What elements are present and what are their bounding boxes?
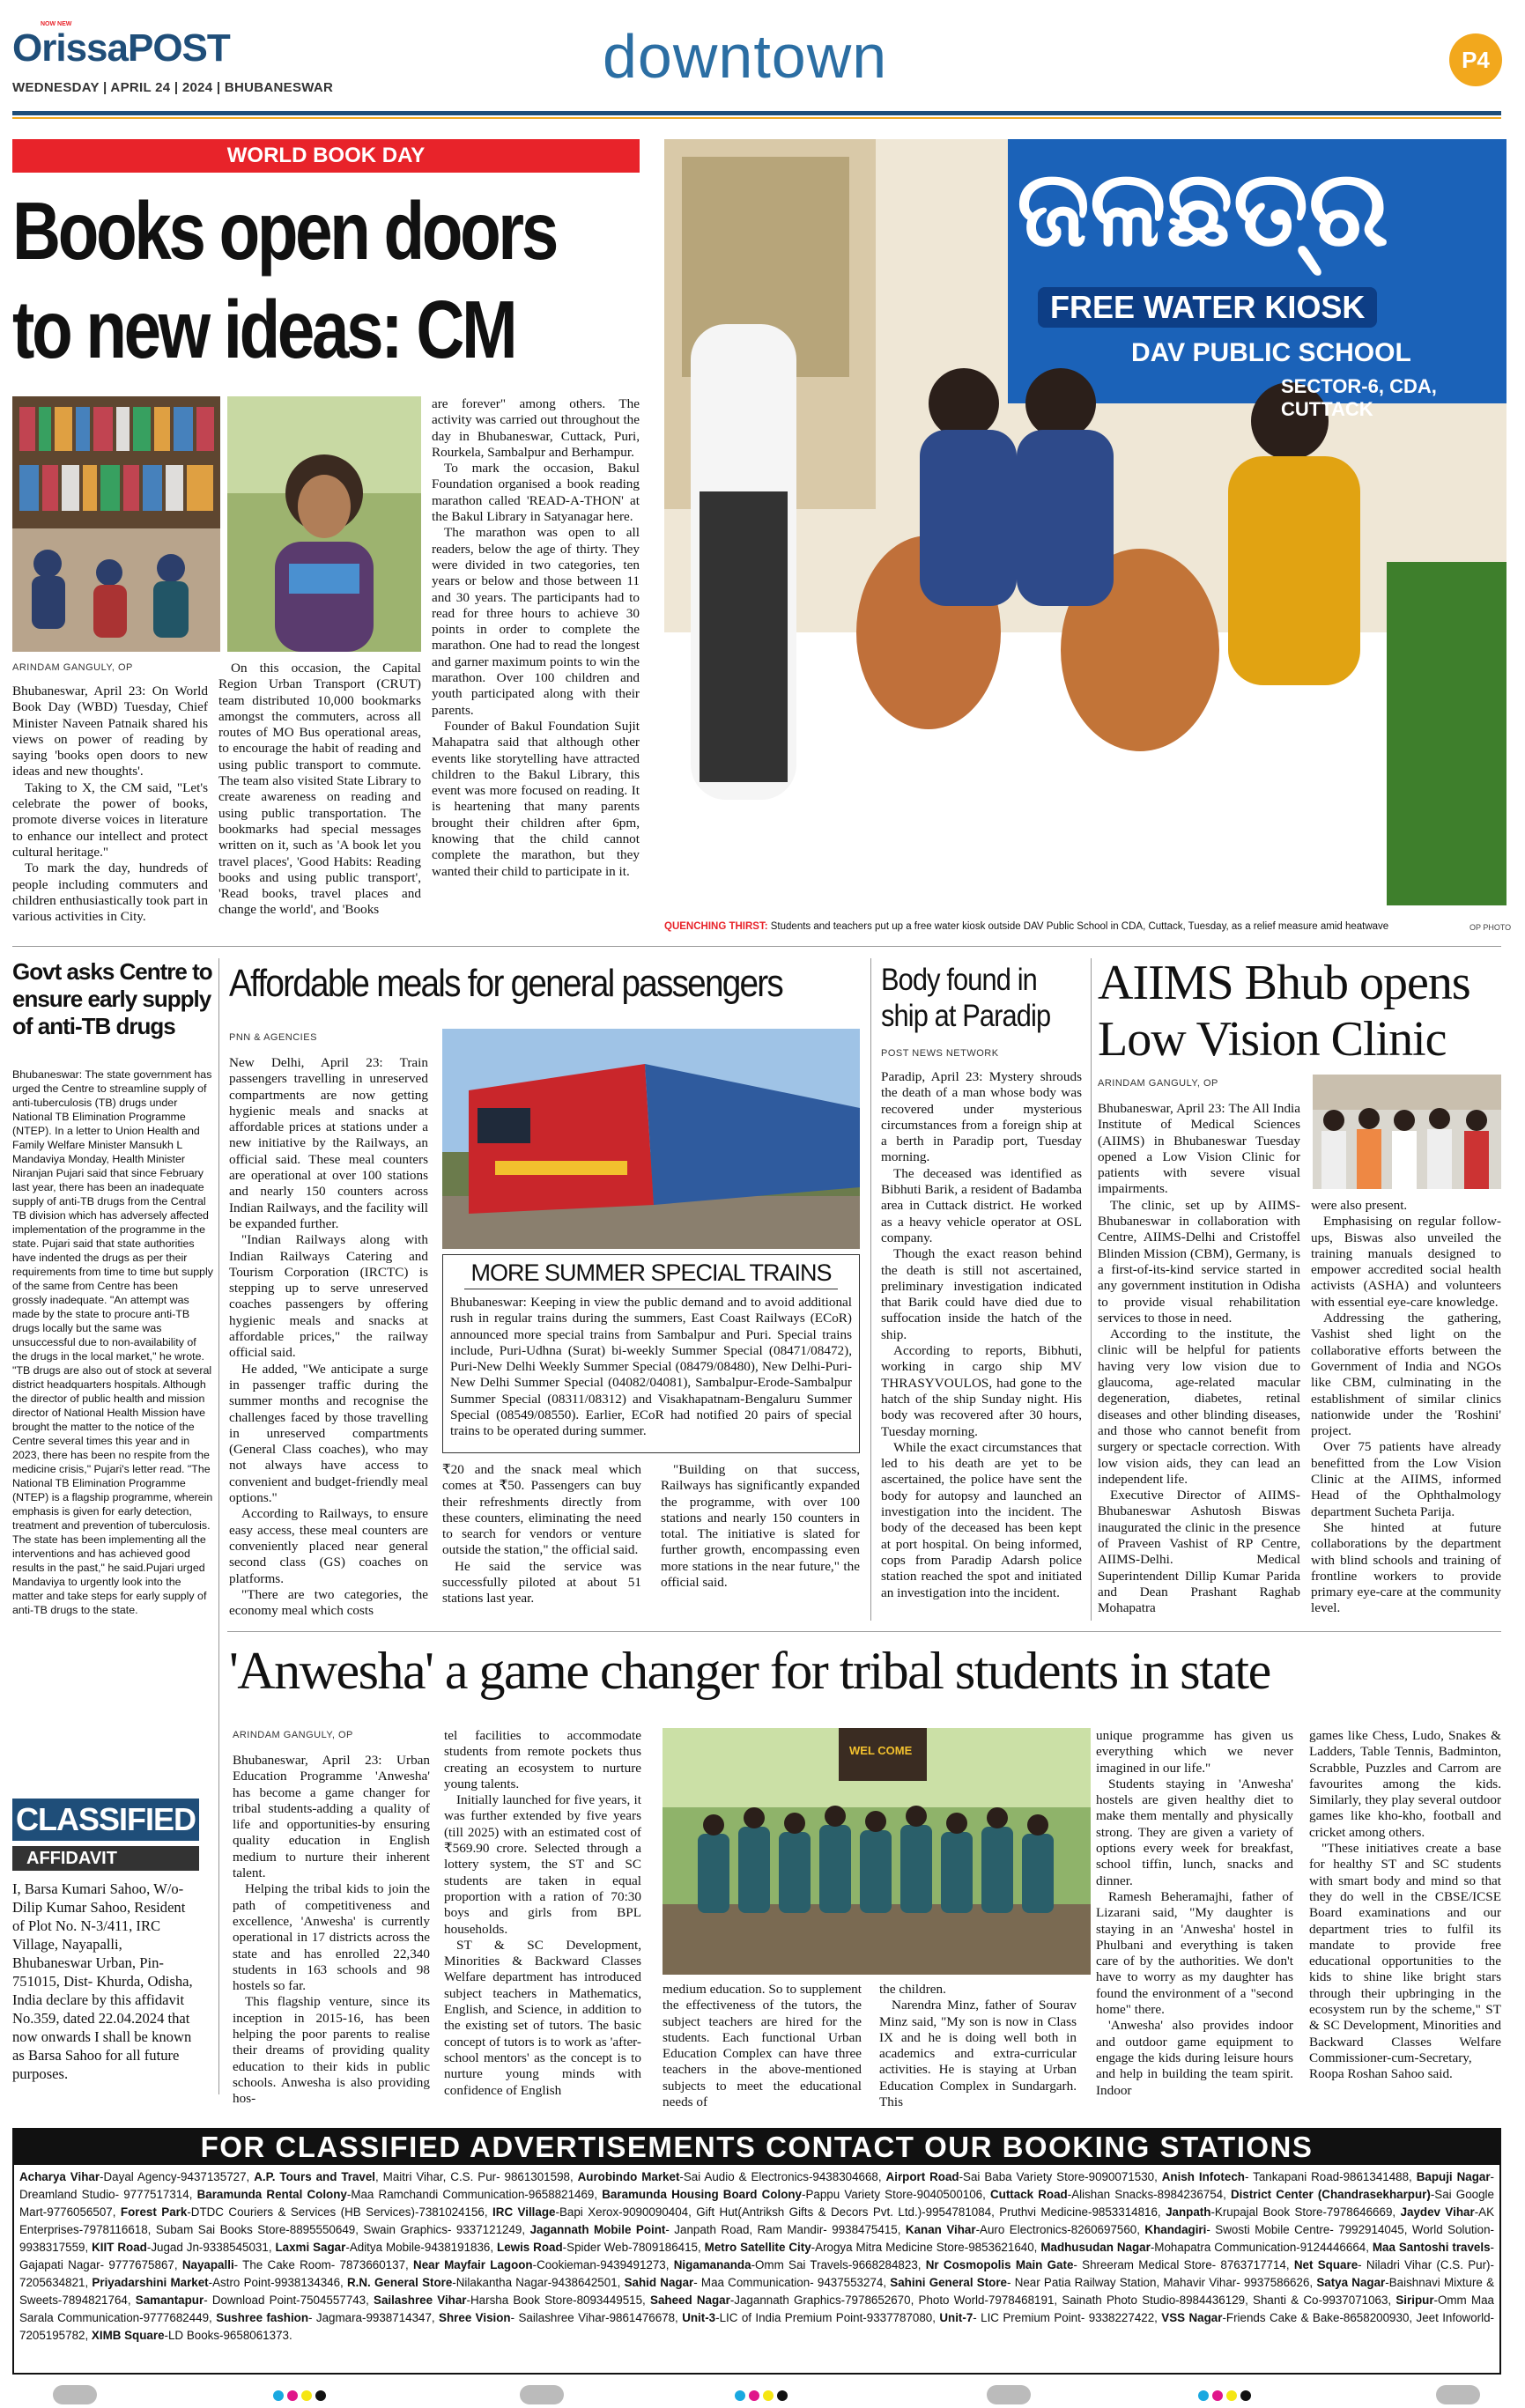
- aiims-col-2: [1311, 1198, 1501, 1617]
- body-p3: Though the exact reason behind the death is still not ascertained, preliminary investigation indicated that Barik could have died due to suffocation inside the hatch of the ship.: [881, 1246, 1082, 1342]
- lead-kicker: [12, 139, 640, 173]
- summer-trains-box: [442, 1254, 860, 1453]
- booking-station-detail: - Sailashree Vihar-9861476678,: [510, 2311, 683, 2324]
- booking-station-detail: -Arogya Mitra Medicine Store-9853621640,: [811, 2241, 1041, 2254]
- booking-station-detail: - Tankapani Road-9861341488,: [1244, 2170, 1417, 2183]
- kiosk-photo: [664, 139, 1506, 907]
- booking-station-detail: -Mohapatra Communication-9124446664,: [1150, 2241, 1373, 2254]
- booking-station-name: Kanan Vihar: [905, 2223, 976, 2236]
- aiims-col2-p1: were also present.: [1311, 1198, 1408, 1213]
- booking-station-name: Jaydev Vihar: [1400, 2205, 1475, 2219]
- kiosk-sign-line: FREE WATER KIOSK: [1038, 287, 1377, 328]
- aiims-col1-p4: Executive Director of AIIMS-Bhubaneswar Ashutosh Biswas inaugurated the clinic in the presence of Praveen Vashist of RP Centre, AIIMS-Delhi. Medical Superintendent Dillip Kumar Parida and Dean Prashant Raghab Mohapatra: [1098, 1488, 1300, 1616]
- booking-station: [705, 2241, 1041, 2254]
- booking-station-detail: -Pappu Variety Store-9040500106,: [802, 2188, 990, 2201]
- lead-byline: ARINDAM GANGULY, OP: [12, 662, 133, 673]
- booking-station-detail: -Auro Electronics-8260697560,: [975, 2223, 1145, 2236]
- aiims-headline-line1: AIIMS Bhub opens: [1098, 956, 1470, 1010]
- booking-station-detail: -LD Books-9658061373.: [164, 2329, 292, 2342]
- aiims-photo: [1313, 1075, 1501, 1189]
- kiosk-caption-text: Students and teachers put up a free water kiosk outside DAV Public School in CDA, Cuttack, Tuesday, as a relief measure amid heatwave: [770, 921, 1389, 932]
- body-p5: While the exact circumstances that led to his death are yet to be ascertained, the police have sent the body for autopsy and launched an investigation into the incident. The body of the deceased has been kept at port hospital. On being informed, cops from Paradip Adarsh police station reached the spot and initiated an investigation into the incident.: [881, 1439, 1082, 1600]
- lead-col-1: [12, 683, 208, 925]
- anwesha-photo-banner: WEL COME: [849, 1744, 913, 1757]
- lead-headline-line1: Books open doors: [12, 185, 556, 277]
- anwesha-col-5: [1096, 1728, 1293, 2099]
- anwesha-photo-image: [663, 1728, 1091, 1975]
- booking-station-name: IRC Village: [492, 2205, 556, 2219]
- booking-station-name: Janpath: [1166, 2205, 1211, 2219]
- meals-col3-p1: "Building on that success, Railways has significantly expanded the programme, with over 100 stations and nearly 150 counters in total. The initiative is slated for further growth, encompassing even more stations in the near future," the official said.: [661, 1462, 860, 1591]
- anwesha-col4-p1: the children.: [879, 1982, 946, 1997]
- booking-station-detail: - Dreamland Studio- 9777517314,: [19, 2170, 1494, 2201]
- aiims-col1-p1: Bhubaneswar, April 23: The All India Institute of Medical Sciences (AIIMS) in Bhubaneswar Tuesday opened a Low Vision Clinic for patients with severe visual impairments.: [1098, 1101, 1300, 1197]
- anwesha-col5-p3: Ramesh Beheramajhi, father of Lizarani said, "My daughter is staying in an 'Anwesha' hostel in Phulbani and everything is taken care of by the authorities. We don't have to worry as my daughter has found the environment of a "second home" there.: [1096, 1888, 1293, 2018]
- booking-station-detail: -Cookieman-9439491273,: [532, 2258, 674, 2271]
- booking-station-detail: -Aditya Mobile-9438191836,: [345, 2241, 498, 2254]
- reg-dot-k: [315, 2390, 326, 2401]
- lead-col3-p2: To mark the occasion, Bakul Foundation organised a book reading marathon called 'READ-A-THON' at the Bakul Library in Satyanagar here.: [432, 461, 640, 525]
- booking-station-name: Cuttack Road: [989, 2188, 1068, 2201]
- anwesha-byline: ARINDAM GANGULY, OP: [233, 1730, 353, 1740]
- booking-station-name: Nigamananda: [673, 2258, 751, 2271]
- anwesha-headline: 'Anwesha' a game changer for tribal students in state: [229, 1642, 1270, 1700]
- booking-station-detail: -Omm Sai Travels-9668284823,: [751, 2258, 926, 2271]
- booking-station-name: Baramunda Rental Colony: [196, 2188, 347, 2201]
- booking-station-detail: - Niladri Vihar (C.S. Pur)- 7205634821,: [19, 2258, 1494, 2289]
- lead-headline: [12, 181, 640, 393]
- booking-station: [1162, 2170, 1417, 2183]
- train-photo: [442, 1029, 860, 1249]
- tb-headline: Govt asks Centre to ensure early supply of anti-TB drugs: [12, 958, 212, 1039]
- booking-station-name: Bapuji Nagar: [1416, 2170, 1491, 2183]
- booking-station: [926, 2258, 1294, 2271]
- masthead: [0, 0, 1525, 123]
- anwesha-col-1: [233, 1753, 430, 2108]
- reg-mark-grey-2: [520, 2385, 564, 2404]
- booking-station-name: Forest Park: [120, 2205, 188, 2219]
- booking-station-name: Acharya Vihar: [19, 2170, 100, 2183]
- lead-col-2: [218, 661, 421, 919]
- anwesha-col2-p2: Initially launched for five years, it was further extended by five years (till 2025) with an estimated cost of ₹569.90 crore. Selected through a lottery system, the ST and SC students are taken in equal proportion with a ration of 70:30 boys and girls from BPL households.: [444, 1792, 641, 1937]
- booking-station-detail: -Bapi Xerox-9090090404, Gift Hut(Antriksh Gifts & Decors Pvt. Ltd.)-9954781084, Pruthvi Medicine-9853314816,: [555, 2205, 1166, 2219]
- lead-col3-p3: The marathon was open to all readers, below the age of thirty. They were divided in two categories, ten years or below and those between 11 and 30 years. The participants had to read for three hours to achieve 30 points in order to complete the marathon. One had to read the longest and garner maximum points to win the marathon. Over 100 children and youth participated along with their parents.: [432, 525, 640, 718]
- anwesha-col-6: [1309, 1728, 1501, 2083]
- anwesha-col2-p3: ST & SC Development, Minorities & Backward Classes Welfare department has introduced subject teachers in Mathematics, English, and Science, in addition to the existing set of tutors. The basic concept of tutors is to work as 'after-school mentors' as the concept is to nurture young minds with confidence of English: [444, 1937, 641, 2098]
- booking-station-detail: , Maitri Vihar, C.S. Pur- 9861301598,: [375, 2170, 578, 2183]
- classified-header: [12, 1799, 199, 1841]
- anwesha-col5-p4: 'Anwesha' also provides indoor and outdoor game equipment to engage the kids during leisure hours and help in building the team spirit. Indoor: [1096, 2018, 1293, 2098]
- booking-station-name: XIMB Square: [91, 2329, 165, 2342]
- booking-station-detail: - Download Point-7504557743,: [204, 2294, 374, 2307]
- booking-station-name: Lewis Road: [497, 2241, 563, 2254]
- col-divider-left: [218, 958, 219, 2094]
- booking-station-detail: - LIC Premium Point- 9338227422,: [973, 2311, 1162, 2324]
- booking-station-detail: -Nilakantha Nagar-9438642501,: [452, 2276, 625, 2289]
- classified-type-text: AFFIDAVIT: [26, 1849, 117, 1868]
- reg-dot-c3: [1198, 2390, 1209, 2401]
- meals-col-3: [661, 1462, 860, 1591]
- reg-dot-c: [273, 2390, 284, 2401]
- kiosk-credit: OP PHOTO: [1469, 923, 1512, 932]
- anwesha-col-3: [663, 1982, 862, 2110]
- booking-station-name: Sushree fashion: [216, 2311, 309, 2324]
- booking-station: [254, 2170, 577, 2183]
- booking-station-detail: -Astro Point-9938134346,: [208, 2276, 347, 2289]
- reader-photo: [227, 396, 421, 652]
- booking-station-name: R.N. General Store: [346, 2276, 453, 2289]
- booking-station: [374, 2294, 650, 2307]
- reg-dot-m3: [1212, 2390, 1223, 2401]
- booking-station-name: VSS Nagar: [1161, 2311, 1223, 2324]
- brand-logo-pre: Orissa: [12, 26, 128, 70]
- masthead-rule-accent: [12, 117, 1501, 119]
- kiosk-sector-line: SECTOR-6, CDA, CUTTACK: [1281, 375, 1437, 420]
- booking-station-detail: -Friends Cake & Bake-8658200930, Jeet Infoworld-7205195782,: [19, 2311, 1494, 2342]
- aiims-byline: ARINDAM GANGULY, OP: [1098, 1078, 1218, 1089]
- aiims-col2-p3: Addressing the gathering, Vashist shed light on the collaborative efforts between the Government of India and NGOs like CBM, culminating in the establishment of similar clinics nationwide under the 'Roshini' project.: [1311, 1311, 1501, 1439]
- aiims-photo-image: [1313, 1075, 1501, 1189]
- lead-col1-p3: To mark the day, hundreds of people including commuters and children enthusiastically took part in various activities in City.: [12, 861, 208, 925]
- booking-station-detail: -Spider Web-7809186415,: [562, 2241, 705, 2254]
- booking-station-detail: - Swosti Mobile Centre- 7992914045, World Solution- 9938317559,: [19, 2223, 1494, 2254]
- booking-station: [439, 2311, 682, 2324]
- booking-station-detail: -Omm Maa Sarala Communication-9777682449,: [19, 2294, 1494, 2324]
- page-number: P4: [1462, 47, 1490, 73]
- booking-station-name: KIIT Road: [92, 2241, 147, 2254]
- lead-col1-p1: [12, 683, 208, 780]
- registration-marks: [0, 2378, 1525, 2408]
- anwesha-col6-p2: "These initiatives create a base for healthy ST and SC students with smart body and mind so that they do well in the CBSE/ICSE Board examinations and our department tries to fulfil its mandate to provide free educational opportunities to the kids to shine like bright stars through their upbringing in the ecosystem run by the scheme," ST & SC Development, Minorities and Backward Classes Welfare Commissioner-cum-Secretary, Roopa Roshan Sahoo said.: [1309, 1841, 1501, 2082]
- meals-col-2: [442, 1462, 641, 1607]
- booking-station-detail: -Sai Audio & Electronics-9438304668,: [679, 2170, 886, 2183]
- kiosk-caption: [664, 921, 1457, 932]
- booking-station-detail: -Dayal Agency-9437135727,: [100, 2170, 255, 2183]
- booking-station-name: Metro Satellite City: [704, 2241, 811, 2254]
- anwesha-col6-p1: games like Chess, Ludo, Snakes & Ladders, Table Tennis, Badminton, Scrabble, Puzzles and Carrom are favourites among the kids. Similarly, they play several outdoor games like kho-kho, football and cricket among others.: [1309, 1728, 1501, 1840]
- lead-col-3: [432, 396, 640, 880]
- body-byline: POST NEWS NETWORK: [881, 1048, 999, 1059]
- aiims-col2-p4: Over 75 patients have already benefitted from the Low Vision Clinic at the AIIMS, informed Head of the Ophthalmology department Sucheta Parija.: [1311, 1439, 1501, 1519]
- booking-station: [530, 2223, 906, 2236]
- aiims-col2-p2: Emphasising on regular follow-ups, Biswas also unveiled the training manuals designed to empower accredited social health activists (ASHA) and volunteers with essential eye-care knowledge.: [1311, 1214, 1501, 1310]
- booking-station-name: Near Mayfair Lagoon: [413, 2258, 533, 2271]
- meals-col-1: [229, 1055, 428, 1619]
- booking-station: [1040, 2241, 1373, 2254]
- anwesha-col1-p3: This flagship venture, since its inception in 2015-16, has been helping the poor parents to realise their dreams of providing quality education to their kids in public schools. Anwesha is also providing hos-: [233, 1994, 430, 2107]
- booking-station: [92, 2241, 275, 2254]
- booking-station: [275, 2241, 497, 2254]
- booking-station-name: Nayapalli: [181, 2258, 234, 2271]
- meals-col2-p1: ₹20 and the snack meal which comes at ₹50. Passengers can buy their refreshments directly from these counters, eliminating the need to search for vendors or venture outside the station," the official said.: [442, 1462, 641, 1558]
- booking-station: [347, 2276, 625, 2289]
- meals-byline: PNN & AGENCIES: [229, 1032, 317, 1043]
- booking-station: [939, 2311, 1161, 2324]
- booking-station: [413, 2258, 674, 2271]
- reg-dot-k2: [777, 2390, 788, 2401]
- reg-mark-grey-4: [1436, 2385, 1480, 2404]
- reg-mark-grey: [53, 2385, 97, 2404]
- booking-station: [492, 2205, 1166, 2219]
- classified-text-body: I, Barsa Kumari Sahoo, W/o- Dilip Kumar Sahoo, Resident of Plot No. N-3/411, IRC Village, Nayapalli, Bhubaneswar Urban, Pin-751015, Dist- Khurda, Odisha, India declare by this affidavit No.359, dated 22.04.2024 that now onwards I shall be known as Barsa Sahoo for all future purposes.: [12, 1880, 193, 2082]
- anwesha-col5-p2: Students staying in 'Anwesha' hostels are given healthy diet to make them mentally and physically strong. They are given a variety of options every week for breakfast, school tiffin, lunch, snacks and dinner.: [1096, 1776, 1293, 1888]
- booking-station-name: Shree Vision: [439, 2311, 511, 2324]
- body-p1: Paradip, April 23: Mystery shrouds the death of a man whose body was recovered under mysterious circumstances from a foreign ship at a berth in Paradip port, Tuesday morning.: [881, 1069, 1082, 1165]
- booking-station-name: Khandagiri: [1144, 2223, 1207, 2236]
- meals-col1-p4: According to Railways, to ensure easy access, these meal counters are conveniently placed near general second class (GS) coaches on platforms.: [229, 1506, 428, 1586]
- library-photo-image: [12, 396, 220, 652]
- booking-station-name: Sailashree Vihar: [374, 2294, 467, 2307]
- booking-title-bar: [14, 2130, 1499, 2165]
- train-photo-image: [442, 1029, 860, 1249]
- booking-station-detail: - Shreeram Medical Store- 8763717714,: [1073, 2258, 1294, 2271]
- booking-station-name: Maa Santoshi travels: [1372, 2241, 1491, 2254]
- tb-text: Bhubaneswar: The state government has urged the Centre to streamline supply of anti-tuberculosis (TB) drugs under National TB Elimination Programme (NTEP). In a letter to Union Health and Family Welfare Minister Mansukh L Mandaviya Monday, Health Minister Niranjan Pujari said that since February last year, there has been an inadequate supply of anti-TB drugs from the Central TB division which has adversely affected implementation of the programme in the state. Pujari said that state authorities have indented the drugs as per their requirements from time to time but supply of the same from Centre has been grossly inadequate. "An attempt was made by the state to procure anti-TB drugs locally but the same was unsuccessful due to non-availability of the drugs in the local market," he wrote. "TB drugs are also out of stock at several district headquarters hospitals. Although the director of public health and mission director of National Health Mission have brought the matter to the notice of the Centre several times this year and in 2023, there has been no respite from the medicine crisis," Pujari's letter read. "The National TB Elimination Programme (NTEP) is a flagship programme, wherein emphasis is given for early detection, treatment and prevention of tuberculosis. The state has been implementing all the interventions and has achieved good results in the past," he said.Pujari urged Mandaviya to urgently look into the matter and take steps for early supply of anti-TB drugs to the state.: [12, 1068, 213, 1616]
- kiosk-sign-odia: ଜଳଛତ୍ର: [1017, 148, 1389, 270]
- booking-station: [990, 2188, 1231, 2201]
- booking-stations-list: [14, 2165, 1499, 2373]
- brand-logo-post: POST: [127, 26, 230, 70]
- booking-station: [890, 2276, 1316, 2289]
- col-divider-mid: [870, 958, 871, 1621]
- anwesha-col5-p1: unique programme has given us everything which we never imagined in our life.": [1096, 1728, 1293, 1776]
- summer-trains-title: MORE SUMMER SPECIAL TRAINS: [464, 1255, 838, 1289]
- booking-station-detail: - Maa Communication- 9437553274,: [693, 2276, 891, 2289]
- brand-tag: NOW NEW: [41, 21, 72, 27]
- brand-logo[interactable]: [12, 26, 230, 70]
- library-photo: [12, 396, 220, 652]
- reg-dot-m: [287, 2390, 298, 2401]
- booking-station-name: Priyadarshini Market: [92, 2276, 209, 2289]
- reg-dot-y: [301, 2390, 312, 2401]
- booking-station-name: Unit-3: [682, 2311, 716, 2324]
- booking-station-name: Jagannath Mobile Point: [529, 2223, 666, 2236]
- booking-station-name: Sahini General Store: [890, 2276, 1008, 2289]
- lead-headline-line2: to new ideas: CM: [12, 284, 515, 375]
- booking-station: [182, 2258, 413, 2271]
- row-divider-2: [227, 1631, 1501, 1632]
- booking-box: [12, 2128, 1501, 2375]
- booking-station-detail: -Sai Google Mart-9776056507,: [19, 2188, 1494, 2219]
- row-divider: [12, 946, 1501, 947]
- lead-col3-p4: Founder of Bakul Foundation Sujit Mahapatra said that although other events like storytelling have attracted children to the Bakul Library, this event was more focused on reading. It is heartening that many parents brought their children after 6pm, knowing that the child cannot complete the marathon, but they wanted their child to participate in it.: [432, 718, 640, 879]
- aiims-headline-line2: Low Vision Clinic: [1098, 1012, 1447, 1067]
- booking-station-name: Laxmi Sagar: [275, 2241, 346, 2254]
- reg-dot-y3: [1226, 2390, 1237, 2401]
- booking-station-name: Siripur: [1395, 2294, 1434, 2307]
- lead-col2-p1: On this occasion, the Capital Region Urban Transport (CRUT) team distributed 10,000 bookmarks amongst the commuters, across all routes of MO Bus operational areas, to encourage the habit of reading and using public transport to commute. The team also visited State Library to create awareness on reading and using public transportation. The bookmarks had special messages written on it, such as 'A book let you travel places', 'Good Habits: Reading books and using public transport', 'Read books, travel places and change the world', and 'Books: [218, 661, 421, 918]
- anwesha-col1-p1: Bhubaneswar, April 23: Urban Education Programme 'Anwesha' has become a game changer for tribal students-adding a quality of life and opportunities-by ensuring quality education in English medium to nurture their inherent talent.: [233, 1753, 430, 1881]
- body-p2: The deceased was identified as Bibhuti Barik, a resident of Badamba area in Cuttack district. He worked as a heavy vehicle operator at OSL company.: [881, 1165, 1082, 1245]
- aiims-col1-p3: According to the institute, the clinic will be helpful for patients having very low vision due to glaucoma, age-related macular degeneration, diabetes, retinal diseases and other blinding diseases, and those who cannot benefit from surgery or spectacle correction. With low vision aids, they can lead an independent life.: [1098, 1326, 1300, 1487]
- classified-text: [12, 1880, 199, 2083]
- booking-station-name: Sahid Nagar: [624, 2276, 694, 2289]
- booking-station-detail: - Janpath Road, Ram Mandir- 9938475415,: [665, 2223, 906, 2236]
- body-headline-line2: ship at Paradip: [881, 999, 1051, 1033]
- booking-station-name: Saheed Nagar: [650, 2294, 730, 2307]
- section-title: downtown: [603, 22, 888, 91]
- booking-station: [625, 2276, 891, 2289]
- booking-station: [92, 2329, 292, 2342]
- booking-station-detail: -Jagannath Graphics-7978652670, Photo World-7978468191, Sainath Photo Studio-8984436129, Shanti & Co-9937071063,: [729, 2294, 1396, 2307]
- booking-station-name: Satya Nagar: [1316, 2276, 1386, 2289]
- kiosk-school-line: DAV PUBLIC SCHOOL: [1131, 338, 1411, 367]
- booking-title: FOR CLASSIFIED ADVERTISEMENTS CONTACT OUR BOOKING STATIONS: [200, 2131, 1314, 2163]
- booking-station: [650, 2294, 1395, 2307]
- anwesha-col4-p2: Narendra Minz, father of Sourav Minz said, "My son is now in Class IX and he is doing well both in academics and extra-curricular activities. He is staying at Urban Education Complex in Sundargarh. This: [879, 1998, 1077, 2110]
- booking-station-detail: -Baishnavi Mixture & Sweets-7894821764,: [19, 2276, 1495, 2307]
- classified-type: [12, 1846, 199, 1871]
- lead-col3-p1: are forever" among others. The activity was carried out throughout the day in Bhubaneswar, Cuttack, Puri, Rourkela, Sambalpur and Berhampur.: [432, 396, 640, 460]
- booking-station: [197, 2188, 603, 2201]
- booking-station: [121, 2205, 492, 2219]
- anwesha-col2-p1: tel facilities to accommodate students from remote pockets thus creating an ecosystem to nurture young talents.: [444, 1728, 641, 1791]
- reg-dot-y2: [763, 2390, 774, 2401]
- meals-col1-p5: "There are two categories, the economy meal which costs: [229, 1586, 428, 1619]
- booking-station-detail: -Alishan Snacks-8984236754,: [1067, 2188, 1231, 2201]
- booking-station: [497, 2241, 705, 2254]
- kiosk-caption-kicker: QUENCHING THIRST:: [664, 921, 768, 932]
- lead-col1-p1-text: Bhubaneswar, April 23: On World Book Day (WBD) Tuesday, Chief Minister Naveen Patnaik shared his views on power of reading by saying 'books open doors to new ideas and new thoughts'.: [12, 683, 208, 779]
- body-headline-line1: Body found in: [881, 963, 1037, 997]
- meals-col1-p3: He added, "We anticipate a surge in passenger traffic during the summer months and recognise the challenges faced by those travelling in unreserved compartments (General Class coaches), who may not always have access to convenient and budget-friendly meal options.": [229, 1361, 428, 1506]
- booking-station-name: Baramunda Housing Board Colony: [602, 2188, 802, 2201]
- booking-station-name: Samantapur: [135, 2294, 204, 2307]
- body-headline: [881, 962, 1059, 1034]
- booking-station-name: Madhusudan Nagar: [1040, 2241, 1151, 2254]
- booking-station: [886, 2170, 1162, 2183]
- anwesha-col3-p1: medium education. So to supplement the effectiveness of the tutors, the subject teachers are hired for the students. Each functional Urban Education Complex can have three teachers in the above-mentioned subjects to meet the educational needs of: [663, 1982, 862, 2110]
- anwesha-col1-p2: Helping the tribal kids to join the path of competitiveness and excellence, 'Anwesha' is currently operational in 17 districts across the state and has enrolled 22,340 students in 163 schools and 98 hostels so far.: [233, 1881, 430, 1994]
- aiims-headline: [1098, 955, 1503, 1067]
- reg-dot-m2: [749, 2390, 759, 2401]
- anwesha-col-2: [444, 1728, 641, 2099]
- booking-station-name: Aurobindo Market: [577, 2170, 680, 2183]
- booking-station-detail: -Harsha Book Store-8093449515,: [466, 2294, 651, 2307]
- booking-station-name: Net Square: [1293, 2258, 1358, 2271]
- meals-col2-p2: He said the service was successfully piloted at about 51 stations last year.: [442, 1558, 641, 1607]
- col-divider-right: [1091, 958, 1092, 1621]
- meals-col1-p2: "Indian Railways along with Indian Railways Catering and Tourism Corporation (IRCTC) is stepping up to serve unreserved coaches passengers by offering hygienic meals and snacks at affordable prices," the railway official said.: [229, 1232, 428, 1361]
- booking-station: [1166, 2205, 1400, 2219]
- aiims-col1-p2: The clinic, set up by AIIMS-Bhubaneswar in collaboration with Centre, AIIMS-Delhi and Cristoffel Blinden Mission (CBM), Germany, is a first-of-its-kind service started in any government institution in Odisha to provide visual rehabilitation services to those in need.: [1098, 1197, 1300, 1326]
- booking-station-detail: - The Cake Room- 7873660137,: [233, 2258, 414, 2271]
- anwesha-col-4: [879, 1982, 1077, 2110]
- booking-station: [19, 2170, 254, 2183]
- body-text: [881, 1069, 1082, 1601]
- reg-mark-grey-3: [987, 2385, 1031, 2404]
- aiims-col2-p5: She hinted at future collaborations by the department with blind schools and training of frontline workers to provide primary eye-care at the community level.: [1311, 1519, 1501, 1616]
- aiims-col-1: [1098, 1101, 1300, 1617]
- anwesha-photo: [663, 1728, 1091, 1975]
- booking-station-name: District Center (Chandrasekharpur): [1230, 2188, 1431, 2201]
- masthead-rule: [12, 111, 1501, 115]
- booking-station-detail: - Near Patia Railway Station, Mahavir Vihar- 9937586626,: [1007, 2276, 1317, 2289]
- booking-station-detail: -Krupajal Book Store-7978646669,: [1210, 2205, 1401, 2219]
- booking-station: [682, 2311, 939, 2324]
- summer-trains-text: Bhubaneswar: Keeping in view the public demand and to avoid additional rush in regular trains during the summers, East Coast Railways (ECoR) announced more special trains from Sambalpur and Puri. Special trains include, Puri-Udhna (Surat) bi-weekly Summer Special (08471/08472), Puri-New Delhi Weekly Summer Special (08479/08480), New Delhi-Puri-New Delhi Summer Special (04082/04081), Sambalpur-Erode-Sambalpur Summer Special (08311/08312) and Visakhapatnam-Bengaluru Summer Special (08549/08550). Earlier, ECoR had notified 20 pairs of special trains to be operated during summer.: [450, 1295, 852, 1439]
- booking-station-name: Airport Road: [885, 2170, 959, 2183]
- booking-station-detail: -LIC of India Premium Point-9337787080,: [715, 2311, 940, 2324]
- lead-col1-p2: Taking to X, the CM said, "Let's celebrate the power of books, promote diverse voices in literature to enhance our intellect and protect cultural heritage.": [12, 779, 208, 860]
- booking-station: [216, 2311, 439, 2324]
- reader-photo-image: [227, 396, 421, 652]
- booking-station-detail: -Maa Ramchandi Communication-9658821469,: [346, 2188, 603, 2201]
- dateline: WEDNESDAY | APRIL 24 | 2024 | BHUBANESWAR: [12, 80, 334, 95]
- booking-station: [906, 2223, 1145, 2236]
- booking-station: [602, 2188, 990, 2201]
- booking-station-detail: - Jagmara-9938714347,: [308, 2311, 440, 2324]
- booking-station: [92, 2276, 347, 2289]
- page-number-badge: [1449, 33, 1502, 86]
- booking-station-detail: - Gajapati Nagar- 9777675867,: [19, 2241, 1495, 2271]
- meals-col1-p1: New Delhi, April 23: Train passengers travelling in unreserved compartments are now getting hygienic meals and snacks at affordable prices at stations under a new initiative by the Railways, an official said. These meal counters are operational at over 100 stations and nearly 150 counters across Indian Railways, and the facility will be expanded further.: [229, 1055, 428, 1231]
- booking-station-name: A.P. Tours and Travel: [254, 2170, 376, 2183]
- booking-station-name: Anish Infotech: [1161, 2170, 1245, 2183]
- booking-station: [578, 2170, 886, 2183]
- classified-title: CLASSIFIED: [15, 1801, 196, 1837]
- booking-station: [674, 2258, 926, 2271]
- booking-station-detail: -AK Enterprises-7978116618, Subam Sai Books Store-8895550649, Swain Graphics- 9337121249,: [19, 2205, 1495, 2236]
- lead-kicker-text: WORLD BOOK DAY: [226, 144, 426, 167]
- booking-station-name: Nr Cosmopolis Main Gate: [925, 2258, 1074, 2271]
- booking-station-name: Unit-7: [939, 2311, 973, 2324]
- reg-dot-k3: [1240, 2390, 1251, 2401]
- booking-station-detail: -Sai Baba Variety Store-9090071530,: [959, 2170, 1162, 2183]
- body-p4: According to reports, Bibhuti, working in cargo ship MV THRASYVOULOS, had gone to the hatch of the ship Sunday night. His body was recovered after 30 hours, Tuesday morning.: [881, 1343, 1082, 1439]
- booking-station-detail: -Jugad Jn-9338545031,: [146, 2241, 276, 2254]
- booking-station: [136, 2294, 374, 2307]
- booking-station-detail: -DTDC Couriers & Services (HB Services)-7381024156,: [187, 2205, 493, 2219]
- reg-dot-c2: [735, 2390, 745, 2401]
- meals-headline: Affordable meals for general passengers: [229, 962, 783, 1005]
